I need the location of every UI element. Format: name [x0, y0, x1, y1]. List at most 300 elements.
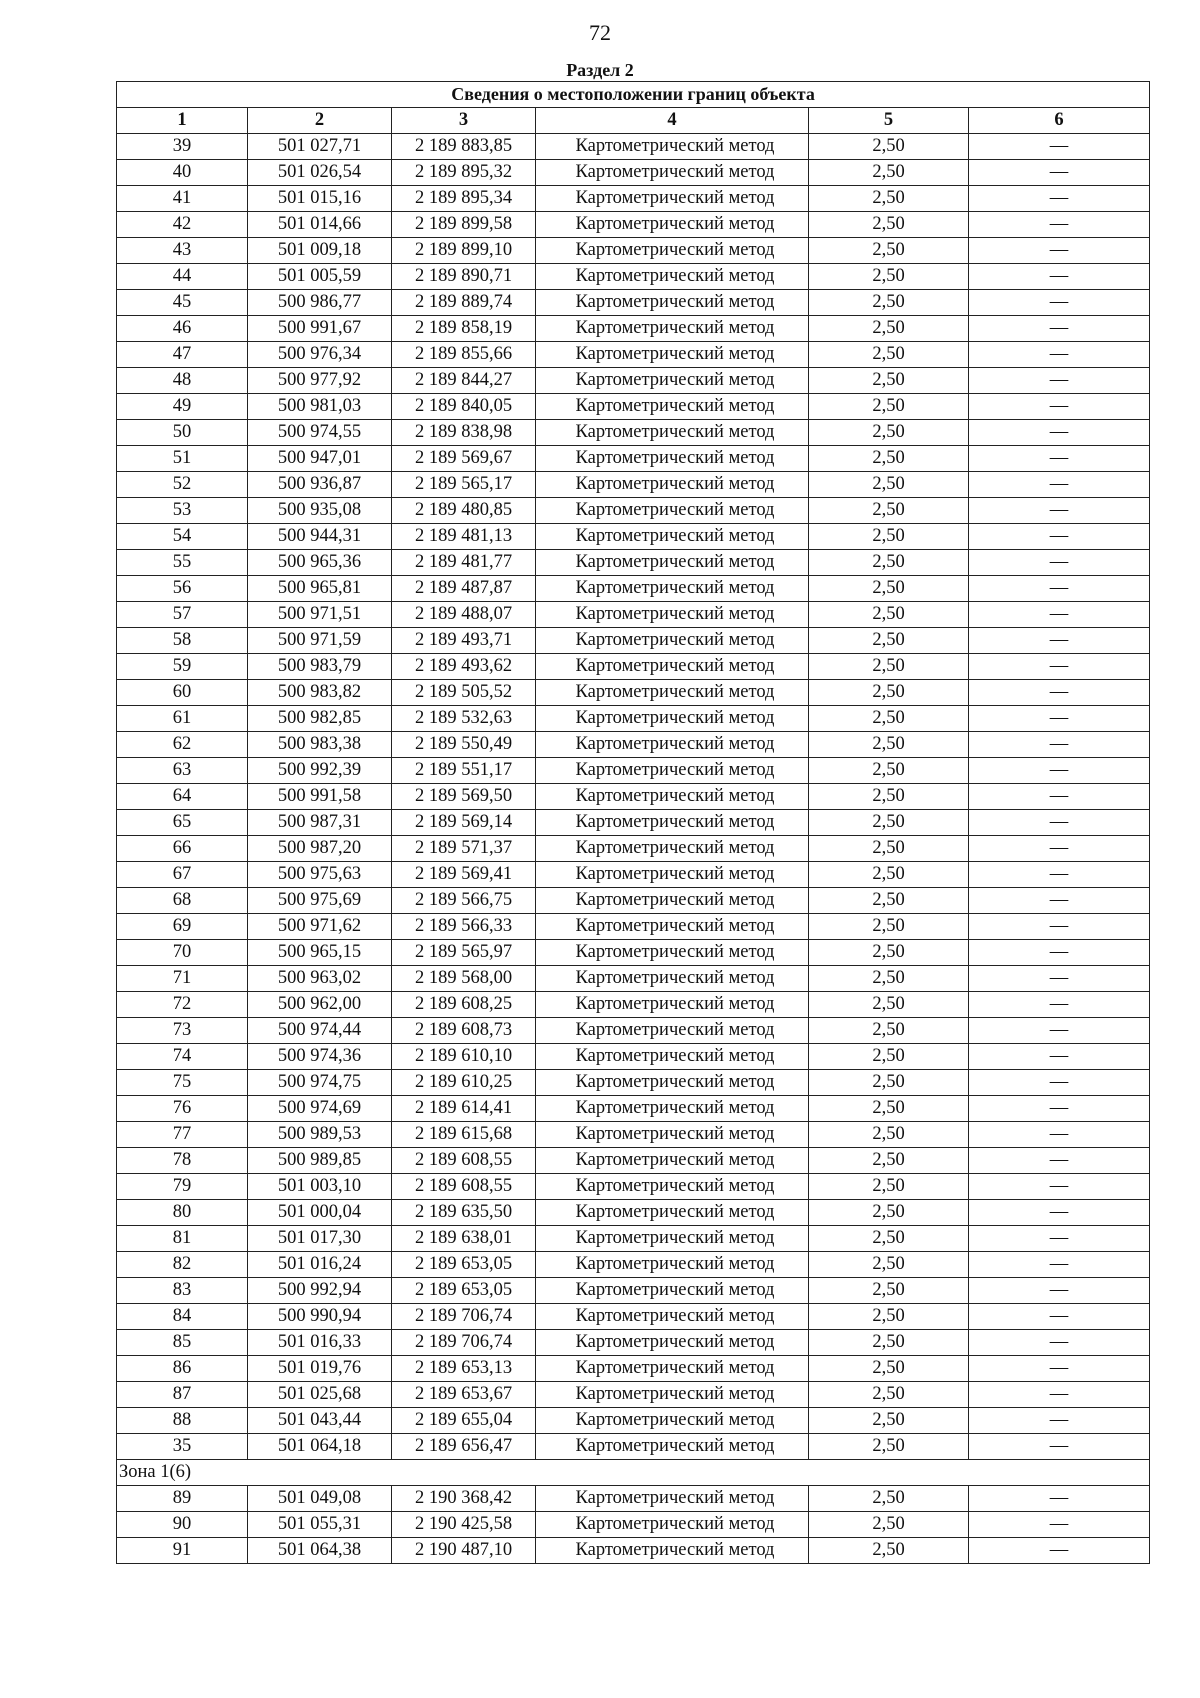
description-cell: — — [969, 1512, 1150, 1538]
description-cell: — — [969, 1408, 1150, 1434]
x-coordinate-cell: 500 974,69 — [248, 1096, 392, 1122]
x-coordinate-cell: 500 944,31 — [248, 524, 392, 550]
description-cell: — — [969, 966, 1150, 992]
method-cell: Картометрический метод — [536, 992, 809, 1018]
accuracy-cell: 2,50 — [809, 576, 969, 602]
point-number-cell: 87 — [117, 1382, 248, 1408]
description-cell: — — [969, 1486, 1150, 1512]
table-row — [117, 888, 1150, 914]
column-header: 6 — [969, 108, 1150, 134]
point-number-cell: 81 — [117, 1226, 248, 1252]
description-cell: — — [969, 160, 1150, 186]
point-number-cell: 47 — [117, 342, 248, 368]
accuracy-cell: 2,50 — [809, 1538, 969, 1564]
description-cell: — — [969, 1044, 1150, 1070]
accuracy-cell: 2,50 — [809, 186, 969, 212]
method-cell: Картометрический метод — [536, 1278, 809, 1304]
point-number-cell: 62 — [117, 732, 248, 758]
accuracy-cell: 2,50 — [809, 1304, 969, 1330]
y-coordinate-cell: 2 189 569,67 — [392, 446, 536, 472]
point-number-cell: 70 — [117, 940, 248, 966]
x-coordinate-cell: 501 025,68 — [248, 1382, 392, 1408]
x-coordinate-cell: 500 992,94 — [248, 1278, 392, 1304]
zone-label: Зона 1(6) — [117, 1460, 1150, 1486]
x-coordinate-cell: 500 936,87 — [248, 472, 392, 498]
y-coordinate-cell: 2 189 610,10 — [392, 1044, 536, 1070]
x-coordinate-cell: 500 987,20 — [248, 836, 392, 862]
point-number-cell: 84 — [117, 1304, 248, 1330]
accuracy-cell: 2,50 — [809, 264, 969, 290]
description-cell: — — [969, 524, 1150, 550]
table-row — [117, 1356, 1150, 1382]
method-cell: Картометрический метод — [536, 966, 809, 992]
accuracy-cell: 2,50 — [809, 420, 969, 446]
description-cell: — — [969, 914, 1150, 940]
y-coordinate-cell: 2 190 368,42 — [392, 1486, 536, 1512]
description-cell: — — [969, 134, 1150, 160]
table-row — [117, 1044, 1150, 1070]
x-coordinate-cell: 500 971,51 — [248, 602, 392, 628]
description-cell: — — [969, 316, 1150, 342]
accuracy-cell: 2,50 — [809, 1278, 969, 1304]
point-number-cell: 90 — [117, 1512, 248, 1538]
method-cell: Картометрический метод — [536, 472, 809, 498]
x-coordinate-cell: 500 947,01 — [248, 446, 392, 472]
method-cell: Картометрический метод — [536, 940, 809, 966]
table-row — [117, 1122, 1150, 1148]
y-coordinate-cell: 2 189 608,55 — [392, 1148, 536, 1174]
y-coordinate-cell: 2 189 569,50 — [392, 784, 536, 810]
y-coordinate-cell: 2 189 550,49 — [392, 732, 536, 758]
x-coordinate-cell: 500 992,39 — [248, 758, 392, 784]
description-cell: — — [969, 888, 1150, 914]
table-row — [117, 576, 1150, 602]
point-number-cell: 35 — [117, 1434, 248, 1460]
table-row — [117, 1408, 1150, 1434]
table-row — [117, 1512, 1150, 1538]
table-row — [117, 264, 1150, 290]
y-coordinate-cell: 2 189 481,77 — [392, 550, 536, 576]
table-row — [117, 1330, 1150, 1356]
accuracy-cell: 2,50 — [809, 446, 969, 472]
x-coordinate-cell: 500 974,36 — [248, 1044, 392, 1070]
x-coordinate-cell: 501 009,18 — [248, 238, 392, 264]
description-cell: — — [969, 680, 1150, 706]
method-cell: Картометрический метод — [536, 446, 809, 472]
point-number-cell: 48 — [117, 368, 248, 394]
point-number-cell: 76 — [117, 1096, 248, 1122]
point-number-cell: 88 — [117, 1408, 248, 1434]
accuracy-cell: 2,50 — [809, 1408, 969, 1434]
accuracy-cell: 2,50 — [809, 992, 969, 1018]
table-row — [117, 602, 1150, 628]
table-row — [117, 654, 1150, 680]
point-number-cell: 51 — [117, 446, 248, 472]
page-number: 72 — [589, 20, 611, 45]
x-coordinate-cell: 500 965,81 — [248, 576, 392, 602]
x-coordinate-cell: 501 003,10 — [248, 1174, 392, 1200]
y-coordinate-cell: 2 189 488,07 — [392, 602, 536, 628]
description-cell: — — [969, 1278, 1150, 1304]
y-coordinate-cell: 2 189 840,05 — [392, 394, 536, 420]
method-cell: Картометрический метод — [536, 498, 809, 524]
point-number-cell: 39 — [117, 134, 248, 160]
table-row — [117, 498, 1150, 524]
table-row — [117, 316, 1150, 342]
table-row — [117, 238, 1150, 264]
accuracy-cell: 2,50 — [809, 1044, 969, 1070]
description-cell: — — [969, 1200, 1150, 1226]
description-cell: — — [969, 1434, 1150, 1460]
x-coordinate-cell: 501 049,08 — [248, 1486, 392, 1512]
x-coordinate-cell: 500 974,55 — [248, 420, 392, 446]
y-coordinate-cell: 2 190 425,58 — [392, 1512, 536, 1538]
table-row — [117, 836, 1150, 862]
method-cell: Картометрический метод — [536, 680, 809, 706]
table-row — [117, 732, 1150, 758]
table-row — [117, 1174, 1150, 1200]
x-coordinate-cell: 501 014,66 — [248, 212, 392, 238]
description-cell: — — [969, 732, 1150, 758]
y-coordinate-cell: 2 189 608,73 — [392, 1018, 536, 1044]
column-number-row — [117, 108, 1150, 134]
accuracy-cell: 2,50 — [809, 706, 969, 732]
accuracy-cell: 2,50 — [809, 784, 969, 810]
y-coordinate-cell: 2 189 653,67 — [392, 1382, 536, 1408]
point-number-cell: 74 — [117, 1044, 248, 1070]
y-coordinate-cell: 2 189 568,00 — [392, 966, 536, 992]
column-header: 1 — [117, 108, 248, 134]
y-coordinate-cell: 2 189 608,55 — [392, 1174, 536, 1200]
point-number-cell: 71 — [117, 966, 248, 992]
table-row — [117, 1538, 1150, 1564]
point-number-cell: 45 — [117, 290, 248, 316]
accuracy-cell: 2,50 — [809, 524, 969, 550]
point-number-cell: 46 — [117, 316, 248, 342]
accuracy-cell: 2,50 — [809, 758, 969, 784]
point-number-cell: 66 — [117, 836, 248, 862]
accuracy-cell: 2,50 — [809, 862, 969, 888]
description-cell: — — [969, 654, 1150, 680]
point-number-cell: 68 — [117, 888, 248, 914]
point-number-cell: 49 — [117, 394, 248, 420]
y-coordinate-cell: 2 189 615,68 — [392, 1122, 536, 1148]
point-number-cell: 79 — [117, 1174, 248, 1200]
point-number-cell: 73 — [117, 1018, 248, 1044]
method-cell: Картометрический метод — [536, 654, 809, 680]
description-cell: — — [969, 992, 1150, 1018]
zone-row — [117, 1460, 1150, 1486]
y-coordinate-cell: 2 189 653,13 — [392, 1356, 536, 1382]
table-row — [117, 368, 1150, 394]
description-cell: — — [969, 550, 1150, 576]
table-row — [117, 550, 1150, 576]
description-cell: — — [969, 862, 1150, 888]
method-cell: Картометрический метод — [536, 290, 809, 316]
y-coordinate-cell: 2 189 844,27 — [392, 368, 536, 394]
y-coordinate-cell: 2 189 566,33 — [392, 914, 536, 940]
description-cell: — — [969, 1538, 1150, 1564]
description-cell: — — [969, 342, 1150, 368]
point-number-cell: 75 — [117, 1070, 248, 1096]
x-coordinate-cell: 501 015,16 — [248, 186, 392, 212]
method-cell: Картометрический метод — [536, 1382, 809, 1408]
x-coordinate-cell: 500 976,34 — [248, 342, 392, 368]
method-cell: Картометрический метод — [536, 1408, 809, 1434]
table-row — [117, 290, 1150, 316]
y-coordinate-cell: 2 189 895,34 — [392, 186, 536, 212]
x-coordinate-cell: 501 005,59 — [248, 264, 392, 290]
description-cell: — — [969, 1226, 1150, 1252]
y-coordinate-cell: 2 189 706,74 — [392, 1304, 536, 1330]
accuracy-cell: 2,50 — [809, 602, 969, 628]
y-coordinate-cell: 2 189 838,98 — [392, 420, 536, 446]
table-row — [117, 862, 1150, 888]
x-coordinate-cell: 500 975,63 — [248, 862, 392, 888]
table-row — [117, 1252, 1150, 1278]
point-number-cell: 41 — [117, 186, 248, 212]
accuracy-cell: 2,50 — [809, 1252, 969, 1278]
accuracy-cell: 2,50 — [809, 628, 969, 654]
y-coordinate-cell: 2 189 566,75 — [392, 888, 536, 914]
table-row — [117, 628, 1150, 654]
description-cell: — — [969, 1252, 1150, 1278]
x-coordinate-cell: 500 983,38 — [248, 732, 392, 758]
accuracy-cell: 2,50 — [809, 160, 969, 186]
method-cell: Картометрический метод — [536, 394, 809, 420]
y-coordinate-cell: 2 189 653,05 — [392, 1278, 536, 1304]
table-row — [117, 992, 1150, 1018]
accuracy-cell: 2,50 — [809, 888, 969, 914]
description-cell: — — [969, 940, 1150, 966]
x-coordinate-cell: 500 935,08 — [248, 498, 392, 524]
accuracy-cell: 2,50 — [809, 212, 969, 238]
table-row — [117, 160, 1150, 186]
x-coordinate-cell: 501 055,31 — [248, 1512, 392, 1538]
description-cell: — — [969, 1304, 1150, 1330]
table-row — [117, 134, 1150, 160]
x-coordinate-cell: 500 977,92 — [248, 368, 392, 394]
table-row — [117, 758, 1150, 784]
table-row — [117, 914, 1150, 940]
table-body — [117, 134, 1150, 1564]
y-coordinate-cell: 2 189 493,62 — [392, 654, 536, 680]
y-coordinate-cell: 2 189 883,85 — [392, 134, 536, 160]
table-row — [117, 1018, 1150, 1044]
method-cell: Картометрический метод — [536, 316, 809, 342]
description-cell: — — [969, 394, 1150, 420]
accuracy-cell: 2,50 — [809, 732, 969, 758]
column-header: 3 — [392, 108, 536, 134]
y-coordinate-cell: 2 189 487,87 — [392, 576, 536, 602]
y-coordinate-cell: 2 189 505,52 — [392, 680, 536, 706]
y-coordinate-cell: 2 189 656,47 — [392, 1434, 536, 1460]
description-cell: — — [969, 498, 1150, 524]
accuracy-cell: 2,50 — [809, 550, 969, 576]
method-cell: Картометрический метод — [536, 862, 809, 888]
accuracy-cell: 2,50 — [809, 1512, 969, 1538]
method-cell: Картометрический метод — [536, 836, 809, 862]
method-cell: Картометрический метод — [536, 238, 809, 264]
x-coordinate-cell: 500 983,82 — [248, 680, 392, 706]
table-row — [117, 940, 1150, 966]
y-coordinate-cell: 2 189 565,17 — [392, 472, 536, 498]
description-cell: — — [969, 1330, 1150, 1356]
method-cell: Картометрический метод — [536, 1200, 809, 1226]
table-row — [117, 1486, 1150, 1512]
point-number-cell: 89 — [117, 1486, 248, 1512]
x-coordinate-cell: 500 965,15 — [248, 940, 392, 966]
method-cell: Картометрический метод — [536, 264, 809, 290]
description-cell: — — [969, 1070, 1150, 1096]
description-cell: — — [969, 186, 1150, 212]
method-cell: Картометрический метод — [536, 602, 809, 628]
y-coordinate-cell: 2 189 551,17 — [392, 758, 536, 784]
description-cell: — — [969, 576, 1150, 602]
table-row — [117, 472, 1150, 498]
column-header: 4 — [536, 108, 809, 134]
point-number-cell: 82 — [117, 1252, 248, 1278]
method-cell: Картометрический метод — [536, 1434, 809, 1460]
table-row — [117, 524, 1150, 550]
accuracy-cell: 2,50 — [809, 1200, 969, 1226]
table-row — [117, 394, 1150, 420]
y-coordinate-cell: 2 189 481,13 — [392, 524, 536, 550]
description-cell: — — [969, 238, 1150, 264]
x-coordinate-cell: 501 000,04 — [248, 1200, 392, 1226]
x-coordinate-cell: 500 987,31 — [248, 810, 392, 836]
accuracy-cell: 2,50 — [809, 1330, 969, 1356]
x-coordinate-cell: 500 962,00 — [248, 992, 392, 1018]
table-row — [117, 1200, 1150, 1226]
accuracy-cell: 2,50 — [809, 498, 969, 524]
y-coordinate-cell: 2 189 610,25 — [392, 1070, 536, 1096]
table-row — [117, 966, 1150, 992]
point-number-cell: 40 — [117, 160, 248, 186]
table-row — [117, 1148, 1150, 1174]
accuracy-cell: 2,50 — [809, 1018, 969, 1044]
description-cell: — — [969, 602, 1150, 628]
table-row — [117, 446, 1150, 472]
point-number-cell: 67 — [117, 862, 248, 888]
x-coordinate-cell: 500 975,69 — [248, 888, 392, 914]
method-cell: Картометрический метод — [536, 1148, 809, 1174]
table-row — [117, 1096, 1150, 1122]
description-cell: — — [969, 1018, 1150, 1044]
accuracy-cell: 2,50 — [809, 316, 969, 342]
table-row — [117, 1382, 1150, 1408]
table-row — [117, 784, 1150, 810]
method-cell: Картометрический метод — [536, 1252, 809, 1278]
column-header: 2 — [248, 108, 392, 134]
method-cell: Картометрический метод — [536, 914, 809, 940]
accuracy-cell: 2,50 — [809, 1434, 969, 1460]
y-coordinate-cell: 2 189 638,01 — [392, 1226, 536, 1252]
table-row — [117, 706, 1150, 732]
x-coordinate-cell: 501 064,38 — [248, 1538, 392, 1564]
description-cell: — — [969, 420, 1150, 446]
accuracy-cell: 2,50 — [809, 472, 969, 498]
accuracy-cell: 2,50 — [809, 342, 969, 368]
y-coordinate-cell: 2 189 895,32 — [392, 160, 536, 186]
x-coordinate-cell: 500 965,36 — [248, 550, 392, 576]
x-coordinate-cell: 501 027,71 — [248, 134, 392, 160]
table-row — [117, 810, 1150, 836]
description-cell: — — [969, 810, 1150, 836]
point-number-cell: 42 — [117, 212, 248, 238]
accuracy-cell: 2,50 — [809, 290, 969, 316]
description-cell: — — [969, 212, 1150, 238]
method-cell: Картометрический метод — [536, 550, 809, 576]
method-cell: Картометрический метод — [536, 1538, 809, 1564]
x-coordinate-cell: 500 991,67 — [248, 316, 392, 342]
table-row — [117, 1226, 1150, 1252]
accuracy-cell: 2,50 — [809, 368, 969, 394]
x-coordinate-cell: 501 017,30 — [248, 1226, 392, 1252]
y-coordinate-cell: 2 189 889,74 — [392, 290, 536, 316]
x-coordinate-cell: 500 986,77 — [248, 290, 392, 316]
x-coordinate-cell: 500 981,03 — [248, 394, 392, 420]
point-number-cell: 77 — [117, 1122, 248, 1148]
x-coordinate-cell: 501 026,54 — [248, 160, 392, 186]
table-row — [117, 680, 1150, 706]
y-coordinate-cell: 2 189 571,37 — [392, 836, 536, 862]
x-coordinate-cell: 501 043,44 — [248, 1408, 392, 1434]
y-coordinate-cell: 2 189 569,41 — [392, 862, 536, 888]
accuracy-cell: 2,50 — [809, 966, 969, 992]
method-cell: Картометрический метод — [536, 212, 809, 238]
y-coordinate-cell: 2 189 858,19 — [392, 316, 536, 342]
y-coordinate-cell: 2 189 565,97 — [392, 940, 536, 966]
method-cell: Картометрический метод — [536, 1486, 809, 1512]
method-cell: Картометрический метод — [536, 1226, 809, 1252]
accuracy-cell: 2,50 — [809, 680, 969, 706]
point-number-cell: 60 — [117, 680, 248, 706]
method-cell: Картометрический метод — [536, 732, 809, 758]
table-row — [117, 212, 1150, 238]
description-cell: — — [969, 1382, 1150, 1408]
method-cell: Картометрический метод — [536, 186, 809, 212]
table-caption: Сведения о местоположении границ объекта — [117, 82, 1150, 108]
description-cell: — — [969, 1356, 1150, 1382]
x-coordinate-cell: 500 963,02 — [248, 966, 392, 992]
method-cell: Картометрический метод — [536, 1096, 809, 1122]
point-number-cell: 64 — [117, 784, 248, 810]
accuracy-cell: 2,50 — [809, 238, 969, 264]
description-cell: — — [969, 446, 1150, 472]
y-coordinate-cell: 2 189 899,10 — [392, 238, 536, 264]
method-cell: Картометрический метод — [536, 1070, 809, 1096]
y-coordinate-cell: 2 189 635,50 — [392, 1200, 536, 1226]
x-coordinate-cell: 500 983,79 — [248, 654, 392, 680]
accuracy-cell: 2,50 — [809, 1148, 969, 1174]
method-cell: Картометрический метод — [536, 1174, 809, 1200]
point-number-cell: 85 — [117, 1330, 248, 1356]
accuracy-cell: 2,50 — [809, 654, 969, 680]
point-number-cell: 44 — [117, 264, 248, 290]
description-cell: — — [969, 264, 1150, 290]
x-coordinate-cell: 500 990,94 — [248, 1304, 392, 1330]
x-coordinate-cell: 501 019,76 — [248, 1356, 392, 1382]
point-number-cell: 55 — [117, 550, 248, 576]
x-coordinate-cell: 500 989,85 — [248, 1148, 392, 1174]
accuracy-cell: 2,50 — [809, 1122, 969, 1148]
y-coordinate-cell: 2 189 855,66 — [392, 342, 536, 368]
method-cell: Картометрический метод — [536, 368, 809, 394]
accuracy-cell: 2,50 — [809, 836, 969, 862]
description-cell: — — [969, 1096, 1150, 1122]
y-coordinate-cell: 2 189 890,71 — [392, 264, 536, 290]
